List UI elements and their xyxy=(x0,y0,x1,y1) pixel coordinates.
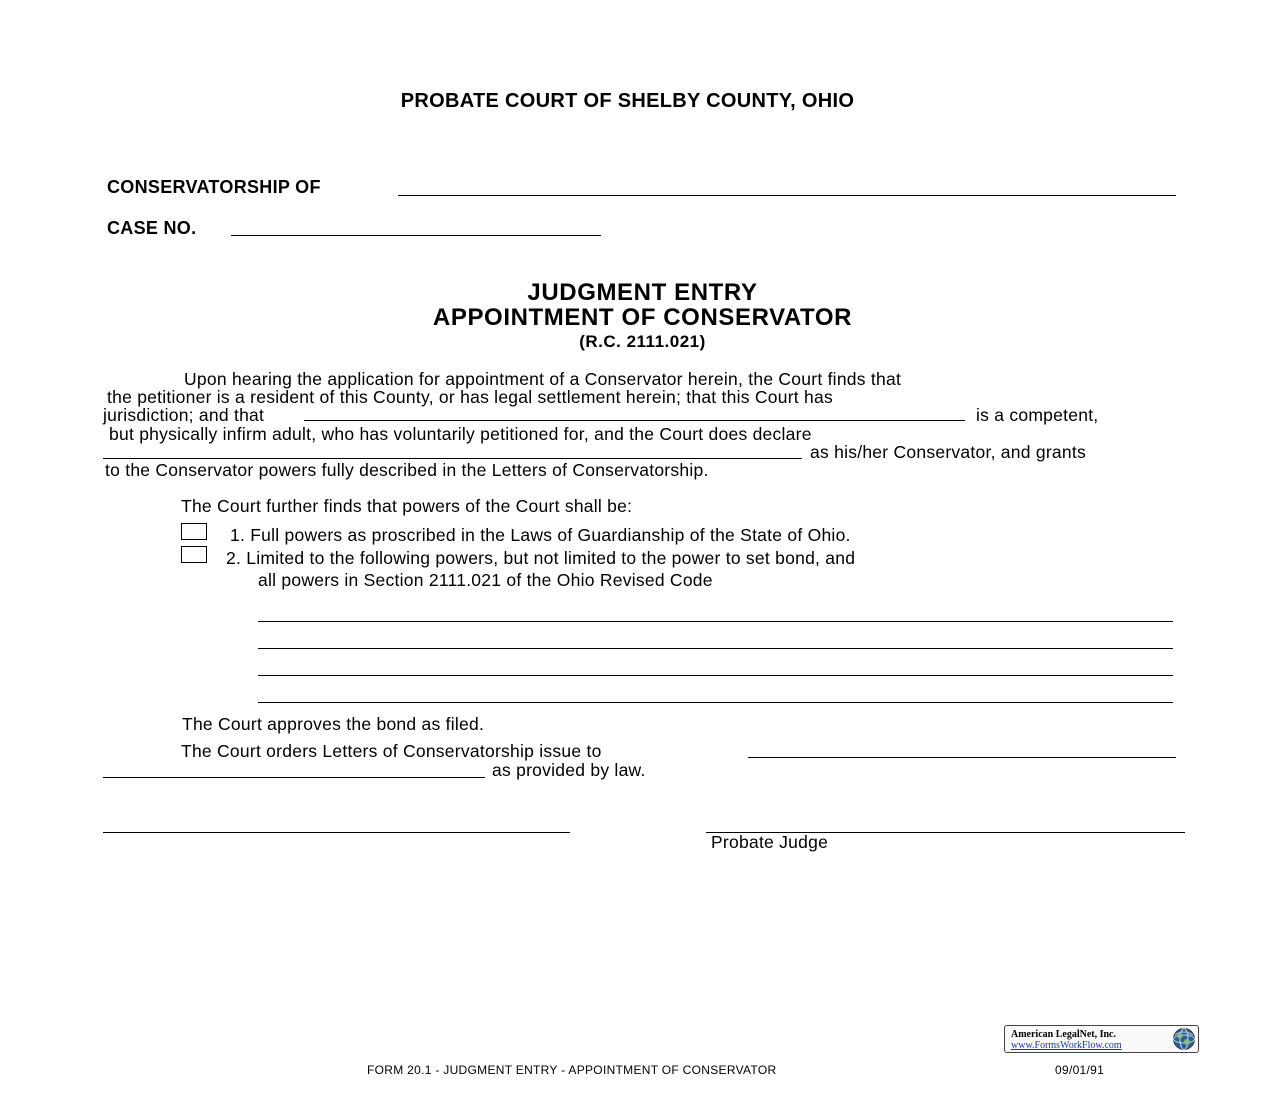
globe-icon xyxy=(1172,1027,1196,1051)
limited-powers-field-1[interactable] xyxy=(258,621,1173,622)
limited-powers-field-4[interactable] xyxy=(258,702,1173,703)
letters-recipient-field[interactable] xyxy=(748,757,1176,758)
limited-powers-checkbox[interactable] xyxy=(181,546,207,563)
finding-line-2: the petitioner is a resident of this County, or has legal settlement herein; that this Court has xyxy=(107,387,833,407)
finding-line-1: Upon hearing the application for appointment of a Conservator herein, the Court finds that xyxy=(184,369,902,389)
court-title: PROBATE COURT OF SHELBY COUNTY, OHIO xyxy=(400,90,855,112)
letters-recipient-field-continued[interactable] xyxy=(103,777,485,778)
logo-company-name: American LegalNet, Inc. xyxy=(1011,1029,1116,1040)
letters-order: The Court orders Letters of Conservatorship issue to xyxy=(181,741,602,761)
conservatorship-field[interactable] xyxy=(398,195,1176,196)
finding-line-5: as his/her Conservator, and grants xyxy=(810,442,1087,462)
logo-website-link[interactable]: www.FormsWorkFlow.com xyxy=(1011,1040,1122,1051)
limited-powers-label: 2. Limited to the following powers, but not limited to the power to set bond, and xyxy=(226,548,856,568)
full-powers-checkbox[interactable] xyxy=(181,523,207,540)
form-title-footer: FORM 20.1 - JUDGMENT ENTRY - APPOINTMENT OF CONSERVATOR xyxy=(367,1063,777,1077)
american-legalnet-logo xyxy=(1004,1025,1199,1053)
limited-powers-field-2[interactable] xyxy=(258,648,1173,649)
document-subtitle: APPOINTMENT OF CONSERVATOR xyxy=(432,304,853,331)
full-powers-label: 1. Full powers as proscribed in the Laws of Guardianship of the State of Ohio. xyxy=(230,525,851,545)
probate-judge-label: Probate Judge xyxy=(711,832,829,852)
case-no-field[interactable] xyxy=(231,235,601,236)
conservatorship-label: CONSERVATORSHIP OF xyxy=(107,177,321,197)
finding-line-4: but physically infirm adult, who has voluntarily petitioned for, and the Court does declare xyxy=(109,424,812,444)
statute-reference: (R.C. 2111.021) xyxy=(579,332,706,351)
powers-intro: The Court further finds that powers of the Court shall be: xyxy=(181,496,633,516)
limited-powers-field-3[interactable] xyxy=(258,675,1173,676)
case-no-label: CASE NO. xyxy=(107,218,197,238)
adult-name-field[interactable] xyxy=(304,420,965,421)
bond-approval: The Court approves the bond as filed. xyxy=(182,714,485,734)
finding-line-6: to the Conservator powers fully described in the Letters of Conservatorship. xyxy=(105,460,709,480)
form-date: 09/01/91 xyxy=(1055,1063,1105,1077)
limited-powers-label-continued: all powers in Section 2111.021 of the Ohio Revised Code xyxy=(258,570,713,590)
document-title: JUDGMENT ENTRY xyxy=(527,279,758,306)
finding-line-3-end: is a competent, xyxy=(976,405,1099,425)
conservator-name-field[interactable] xyxy=(103,458,802,459)
finding-line-3-start: jurisdiction; and that xyxy=(103,405,265,425)
provided-by-law: as provided by law. xyxy=(492,760,646,780)
date-signature-line[interactable] xyxy=(103,832,570,833)
